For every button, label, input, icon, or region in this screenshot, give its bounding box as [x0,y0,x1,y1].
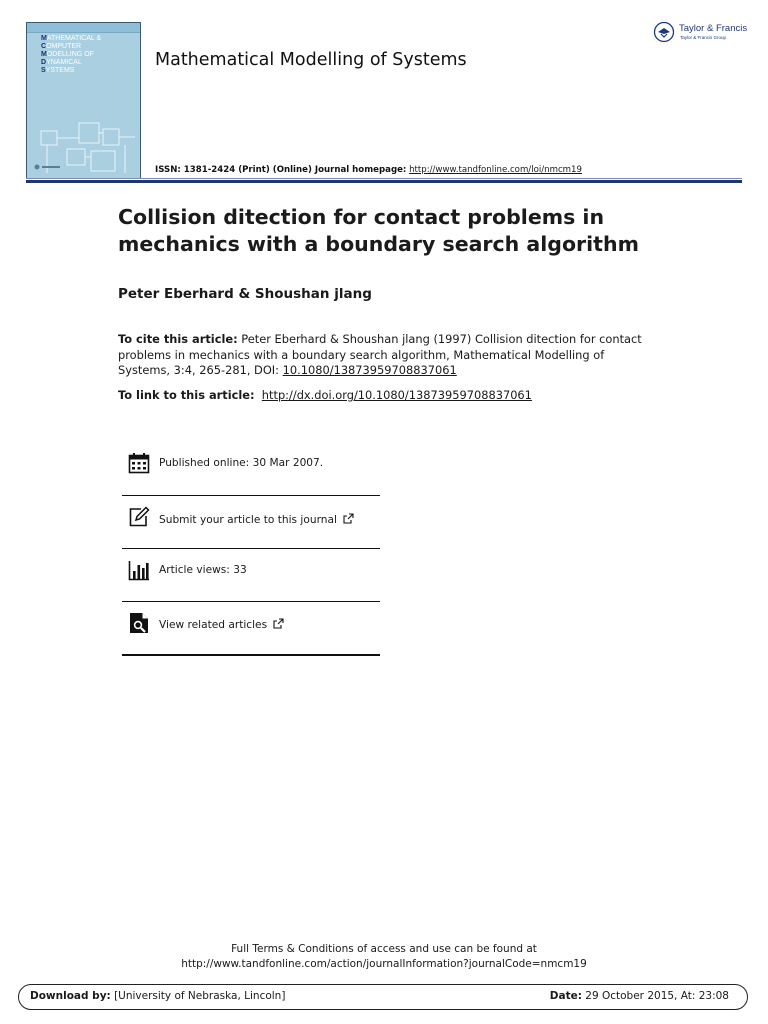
article-info-list [122,440,380,656]
journal-title: Mathematical Modelling of Systems [155,50,467,70]
issn-line [155,165,582,175]
article-url-link[interactable]: http://dx.doi.org/10.1080/13873959708837061 [261,388,532,402]
edit-icon [128,506,150,528]
publisher-name: Taylor & Francis [679,23,748,34]
article-views: Article views: 33 [159,564,247,576]
related-search-icon [128,612,150,634]
header-rule-thin [26,178,742,179]
related-articles-link[interactable]: View related articles [159,618,284,631]
doi-link[interactable]: 10.1080/13873959708837061 [282,363,457,377]
issn-label: ISSN: 1381-2424 (Print) (Online) Journal homepage: [155,165,407,175]
external-link-icon [273,618,284,629]
publisher-logo-icon [653,21,675,43]
terms-notice [0,942,768,971]
journal-cover-image [26,22,141,179]
cover-title: MATHEMATICAL & COMPUTER MODELLING OF DYNAMICAL SYSTEMS [41,35,102,74]
external-link-icon [343,513,354,524]
submit-article-link[interactable]: Submit your article to this journal [159,513,354,526]
journal-homepage-link[interactable]: http://www.tandfonline.com/loi/nmcm19 [409,165,582,175]
download-info-bar [18,984,748,1010]
submit-row[interactable] [122,496,380,549]
download-by: Download by: [University of Nebraska, Lincoln] [30,990,286,1002]
views-row [122,549,380,602]
link-label: To link to this article: [118,388,255,402]
download-date: Date: 29 October 2015, At: 23:08 [549,990,729,1002]
header-rule [26,180,742,183]
cite-label: To cite this article: [118,332,238,346]
citation-block [118,332,658,379]
article-link-line [118,388,532,402]
published-row [122,440,380,496]
publisher-logo[interactable] [653,21,753,49]
article-title: Collision ditection for contact problems in mechanics with a boundary search algorithm [118,205,639,256]
published-date: Published online: 30 Mar 2007. [159,457,324,469]
terms-url[interactable]: http://www.tandfonline.com/action/journalInformation?journalCode=nmcm19 [181,957,587,970]
publisher-group: Taylor & Francis Group [680,35,727,40]
calendar-icon [128,452,150,474]
related-row[interactable] [122,602,380,656]
article-authors: Peter Eberhard & Shoushan jlang [118,286,372,302]
terms-line-1: Full Terms & Conditions of access and use can be found at [231,943,537,955]
bar-chart-icon [128,559,150,581]
cite-text: Peter Eberhard & Shoushan jlang (1997) Collision ditection for contact problems in mechanics with a boundary search algorithm, Mathematical Modelling of Systems, 3:4, 265-281, DOI: [118,332,642,377]
